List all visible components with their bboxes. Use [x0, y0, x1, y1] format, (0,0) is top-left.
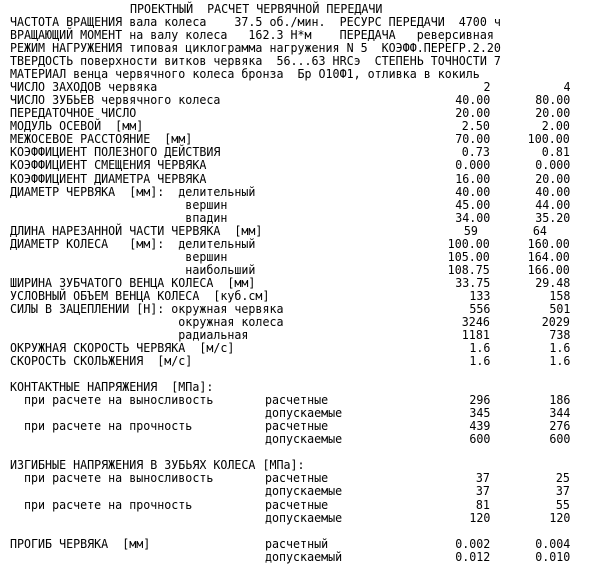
row-gear-ratio-value-1: 20.00	[454, 105, 490, 121]
row-bend-endurance-calc-value-2: 25	[555, 470, 570, 486]
row-wheel-max-dia-value-1: 108.75	[447, 261, 490, 277]
row-axial-module-value-2: 2.00	[541, 118, 570, 134]
row-deflection-calc-value-1: 0.002	[454, 535, 490, 551]
row-worm-pitch-dia-value-1: 40.00	[454, 183, 490, 199]
row-wheel-volume-label: УСЛОВНЫЙ ОБЪЕМ ВЕНЦА КОЛЕСА [куб.см]	[10, 287, 270, 303]
row-deflection-calc-label: ПРОГИБ ЧЕРВЯКА [мм]	[10, 535, 151, 551]
row-contact-endurance-calc-value-1: 296	[468, 392, 490, 408]
row-efficiency-value-2: 0.81	[541, 144, 570, 160]
row-center-distance-label: МЕЖОСЕВОЕ РАССТОЯНИЕ [мм]	[10, 131, 193, 147]
row-gear-ratio-label: ПЕРЕДАТОЧНОЕ ЧИСЛО	[10, 105, 137, 121]
row-contact-strength-allow-kind: допускаемые	[265, 431, 343, 447]
row-wheel-pitch-dia-value-1: 100.00	[447, 235, 490, 251]
row-worm-speed-value-2: 1.6	[548, 340, 570, 356]
row-thread-count-value-2: 4	[562, 79, 570, 95]
row-contact-endurance-calc-kind: расчетные	[265, 392, 329, 408]
row-efficiency-label: КОЭФФИЦИЕНТ ПОЛЕЗНОГО ДЕЙСТВИЯ	[10, 144, 221, 160]
row-worm-tip-dia-label: вершин	[10, 196, 228, 212]
row-teeth-count-label: ЧИСЛО ЗУБЬЕВ червячного колеса	[10, 92, 221, 108]
row-worm-length-label: ДЛИНА НАРЕЗАННОЙ ЧАСТИ ЧЕРВЯКА [мм]	[10, 222, 263, 238]
report-title: ПРОЕКТНЫЙ РАСЧЕТ ЧЕРВЯЧНОЙ ПЕРЕДАЧИ	[130, 1, 383, 16]
row-worm-diameter-coef-label: КОЭФФИЦИЕНТ ДИАМЕТРА ЧЕРВЯКА	[10, 170, 207, 186]
row-force-radial-value-1: 1181	[461, 327, 490, 342]
row-worm-diameter-coef-value-1: 16.00	[454, 170, 490, 186]
row-contact-endurance-calc-value-2: 186	[548, 392, 570, 408]
row-force-worm-tangential-value-1: 556	[468, 300, 490, 316]
row-worm-pitch-dia-label: ДИАМЕТР ЧЕРВЯКА [мм]: делительный	[10, 183, 256, 199]
row-thread-count-value-1: 2	[482, 79, 490, 95]
row-worm-speed-label: ОКРУЖНАЯ СКОРОСТЬ ЧЕРВЯКА [м/с]	[10, 340, 235, 356]
row-teeth-count-value-2: 80.00	[534, 92, 570, 108]
row-wheel-max-dia-label: наибольший	[10, 261, 256, 277]
row-contact-endurance-calc-label: при расчете на выносливость	[10, 392, 214, 408]
row-worm-shift-value-2: 0.000	[534, 157, 570, 173]
row-contact-strength-calc-value-1: 439	[468, 418, 490, 434]
row-force-radial-value-2: 738	[548, 327, 570, 342]
row-efficiency-value-1: 0.73	[461, 144, 490, 160]
row-worm-diameter-coef-value-2: 20.00	[534, 170, 570, 186]
row-bend-strength-allow-kind: допускаемые	[265, 509, 343, 525]
row-worm-root-dia-label: впадин	[10, 209, 228, 225]
row-force-worm-tangential-value-2: 501	[548, 300, 570, 316]
row-force-wheel-tangential-label: окружная колеса	[10, 313, 284, 329]
row-deflection-allow-value-1: 0.012	[454, 548, 490, 564]
row-rim-width-value-2: 29.48	[534, 274, 570, 290]
row-contact-endurance-allow-value-1: 345	[468, 405, 490, 421]
row-axial-module-value-1: 2.50	[461, 118, 490, 134]
bending-heading: ИЗГИБНЫЕ НАПРЯЖЕНИЯ В ЗУБЬЯХ КОЛЕСА [МПа]:	[10, 457, 305, 473]
row-deflection-allow-kind: допускаемый	[265, 548, 343, 564]
row-bend-endurance-calc-kind: расчетные	[265, 470, 329, 486]
row-worm-root-dia-value-1: 34.00	[454, 209, 490, 225]
row-wheel-tip-dia-value-2: 164.00	[527, 248, 570, 264]
row-deflection-allow-value-2: 0.010	[534, 548, 570, 564]
header-material: МАТЕРИАЛ венца червячного колеса бронза Бр О10Ф1, отливка в кокиль	[10, 66, 480, 82]
row-bend-strength-allow-value-2: 120	[548, 509, 570, 525]
header-hardness: ТВЕРДОСТЬ поверхности витков червяка 56...63 HRCэ СТЕПЕНЬ ТОЧНОСТИ 7	[10, 53, 501, 69]
header-torque: ВРАЩАЮЩИЙ МОМЕНТ на валу колеса 162.3 Н*м ПЕРЕДАЧА реверсивная	[10, 27, 494, 43]
row-worm-shift-label: КОЭФФИЦИЕНТ СМЕЩЕНИЯ ЧЕРВЯКА	[10, 157, 207, 173]
header-load-mode: РЕЖИМ НАГРУЖЕНИЯ типовая циклограмма нагружения N 5 КОЭФФ.ПЕРЕГР.2.20	[10, 40, 501, 56]
row-contact-strength-calc-label: при расчете на прочность	[10, 418, 193, 434]
row-bend-endurance-allow-value-2: 37	[555, 483, 570, 499]
row-worm-pitch-dia-value-2: 40.00	[534, 183, 570, 199]
row-wheel-pitch-dia-label: ДИАМЕТР КОЛЕСА [мм]: делительный	[10, 235, 256, 251]
row-axial-module-label: МОДУЛЬ ОСЕВОЙ [мм]	[10, 118, 144, 134]
row-wheel-max-dia-value-2: 166.00	[527, 261, 570, 277]
row-rim-width-value-1: 33.75	[454, 274, 490, 290]
row-worm-length-value-2: 64	[532, 222, 547, 238]
row-bend-strength-calc-kind: расчетные	[265, 496, 329, 512]
row-contact-endurance-allow-kind: допускаемые	[265, 405, 343, 421]
row-teeth-count-value-1: 40.00	[454, 92, 490, 108]
row-sliding-speed-value-2: 1.6	[548, 353, 570, 369]
row-contact-strength-allow-value-2: 600	[548, 431, 570, 447]
row-wheel-volume-value-2: 158	[548, 287, 570, 303]
row-bend-strength-calc-value-1: 81	[475, 496, 490, 512]
row-force-wheel-tangential-value-1: 3246	[461, 313, 490, 329]
row-bend-endurance-allow-value-1: 37	[475, 483, 490, 499]
row-wheel-tip-dia-label: вершин	[10, 248, 228, 264]
row-worm-tip-dia-value-2: 44.00	[534, 196, 570, 212]
row-worm-length-value-1: 59	[463, 222, 478, 238]
row-center-distance-value-2: 100.00	[527, 131, 570, 147]
row-bend-endurance-calc-label: при расчете на выносливость	[10, 470, 214, 486]
contact-heading: КОНТАКТНЫЕ НАПРЯЖЕНИЯ [МПа]:	[10, 379, 214, 395]
row-bend-strength-allow-value-1: 120	[468, 509, 490, 525]
row-force-wheel-tangential-value-2: 2029	[541, 313, 570, 329]
row-worm-shift-value-1: 0.000	[454, 157, 490, 173]
row-deflection-calc-kind: расчетный	[265, 535, 329, 551]
row-rim-width-label: ШИРИНА ЗУБЧАТОГО ВЕНЦА КОЛЕСА [мм]	[10, 274, 256, 290]
row-contact-strength-calc-kind: расчетные	[265, 418, 329, 434]
row-thread-count-label: ЧИСЛО ЗАХОДОВ червяка	[10, 79, 158, 95]
row-gear-ratio-value-2: 20.00	[534, 105, 570, 121]
row-sliding-speed-value-1: 1.6	[468, 353, 490, 369]
row-worm-speed-value-1: 1.6	[468, 340, 490, 356]
row-bend-endurance-calc-value-1: 37	[475, 470, 490, 486]
header-speed: ЧАСТОТА ВРАЩЕНИЯ вала колеса 37.5 об./мин. РЕСУРС ПЕРЕДАЧИ 4700 ч	[10, 14, 501, 30]
row-wheel-volume-value-1: 133	[468, 287, 490, 303]
row-deflection-calc-value-2: 0.004	[534, 535, 570, 551]
row-wheel-tip-dia-value-1: 105.00	[447, 248, 490, 264]
row-bend-strength-calc-value-2: 55	[555, 496, 570, 512]
row-bend-strength-calc-label: при расчете на прочность	[10, 496, 193, 512]
row-contact-strength-calc-value-2: 276	[548, 418, 570, 434]
row-force-worm-tangential-label: СИЛЫ В ЗАЦЕПЛЕНИИ [Н]: окружная червяка	[10, 300, 284, 316]
row-worm-tip-dia-value-1: 45.00	[454, 196, 490, 212]
row-center-distance-value-1: 70.00	[454, 131, 490, 147]
row-sliding-speed-label: СКОРОСТЬ СКОЛЬЖЕНИЯ [м/с]	[10, 353, 193, 369]
row-bend-endurance-allow-kind: допускаемые	[265, 483, 343, 499]
row-wheel-pitch-dia-value-2: 160.00	[527, 235, 570, 251]
row-contact-strength-allow-value-1: 600	[468, 431, 490, 447]
row-worm-root-dia-value-2: 35.20	[534, 209, 570, 225]
row-contact-endurance-allow-value-2: 344	[548, 405, 570, 421]
row-force-radial-label: радиальная	[10, 327, 249, 342]
